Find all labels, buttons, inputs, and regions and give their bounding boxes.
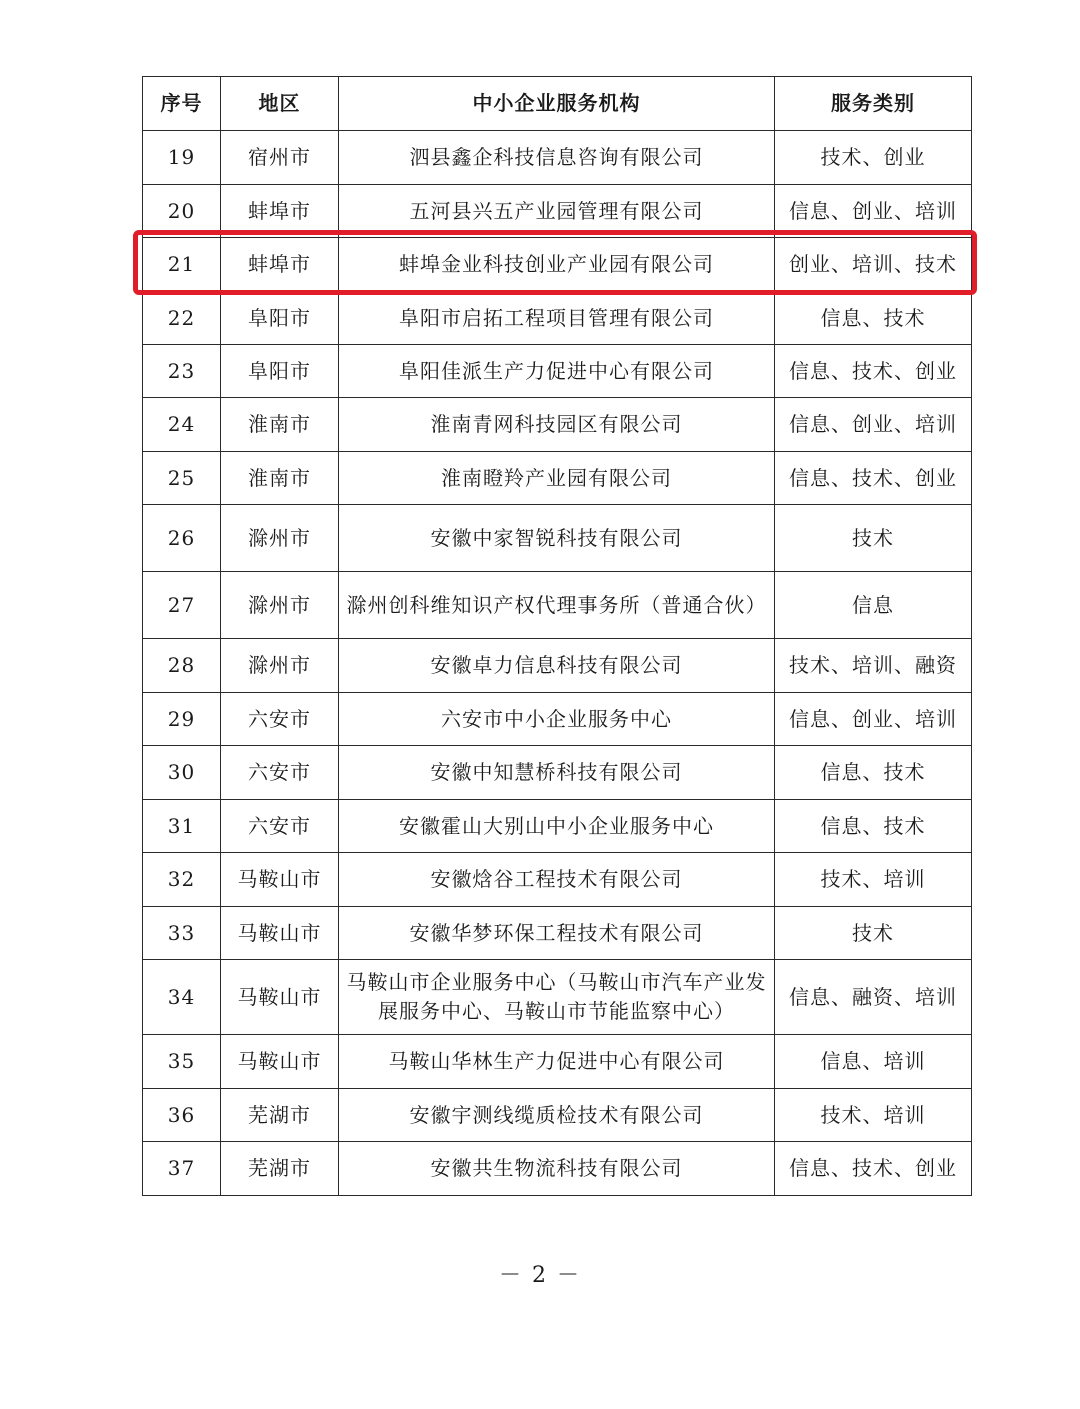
- cell-serial-number: 37: [143, 1142, 221, 1196]
- table-body: [143, 131, 972, 1196]
- cell-institution: 安徽共生物流科技有限公司: [339, 1142, 775, 1196]
- header-serial-number: 序号: [143, 77, 221, 131]
- table-row: [143, 746, 972, 800]
- cell-region: 蚌埠市: [221, 238, 339, 292]
- cell-service-type: 信息、创业、培训: [775, 185, 972, 238]
- cell-region: 淮南市: [221, 452, 339, 505]
- cell-serial-number: 32: [143, 853, 221, 907]
- cell-institution: 滁州创科维知识产权代理事务所（普通合伙）: [339, 572, 775, 639]
- table-row: [143, 1142, 972, 1196]
- header-service-type: 服务类别: [775, 77, 972, 131]
- cell-institution: 安徽中家智锐科技有限公司: [339, 505, 775, 572]
- cell-service-type: 信息、技术、创业: [775, 1142, 972, 1196]
- table-row: [143, 238, 972, 292]
- cell-institution: 淮南瞪羚产业园有限公司: [339, 452, 775, 505]
- table-header-row: [143, 77, 972, 131]
- cell-institution: 阜阳市启拓工程项目管理有限公司: [339, 292, 775, 345]
- cell-service-type: 技术、培训: [775, 853, 972, 907]
- cell-region: 滁州市: [221, 639, 339, 693]
- cell-service-type: 技术、创业: [775, 131, 972, 185]
- cell-serial-number: 21: [143, 238, 221, 292]
- table-row: [143, 1089, 972, 1142]
- table-row: [143, 398, 972, 452]
- cell-institution: 安徽卓力信息科技有限公司: [339, 639, 775, 693]
- cell-institution: 蚌埠金业科技创业产业园有限公司: [339, 238, 775, 292]
- table-row: [143, 1035, 972, 1089]
- table-row: [143, 800, 972, 853]
- cell-serial-number: 35: [143, 1035, 221, 1089]
- cell-serial-number: 25: [143, 452, 221, 505]
- cell-serial-number: 23: [143, 345, 221, 398]
- cell-serial-number: 33: [143, 907, 221, 960]
- cell-region: 马鞍山市: [221, 853, 339, 907]
- cell-region: 马鞍山市: [221, 960, 339, 1035]
- table-row: [143, 185, 972, 238]
- cell-region: 蚌埠市: [221, 185, 339, 238]
- cell-service-type: 信息、创业、培训: [775, 693, 972, 746]
- cell-serial-number: 19: [143, 131, 221, 185]
- cell-serial-number: 27: [143, 572, 221, 639]
- cell-serial-number: 29: [143, 693, 221, 746]
- cell-service-type: 信息、技术: [775, 292, 972, 345]
- cell-region: 滁州市: [221, 505, 339, 572]
- cell-service-type: 信息、技术、创业: [775, 452, 972, 505]
- cell-serial-number: 28: [143, 639, 221, 693]
- cell-institution: 阜阳佳派生产力促进中心有限公司: [339, 345, 775, 398]
- cell-service-type: 信息、技术: [775, 800, 972, 853]
- cell-institution: 安徽宇测线缆质检技术有限公司: [339, 1089, 775, 1142]
- cell-region: 阜阳市: [221, 345, 339, 398]
- cell-region: 滁州市: [221, 572, 339, 639]
- cell-institution: 淮南青网科技园区有限公司: [339, 398, 775, 452]
- table-row: [143, 853, 972, 907]
- cell-institution: 马鞍山市企业服务中心（马鞍山市汽车产业发展服务中心、马鞍山市节能监察中心）: [339, 960, 775, 1035]
- cell-serial-number: 20: [143, 185, 221, 238]
- table-row: [143, 345, 972, 398]
- cell-region: 马鞍山市: [221, 1035, 339, 1089]
- cell-institution: 五河县兴五产业园管理有限公司: [339, 185, 775, 238]
- cell-service-type: 信息: [775, 572, 972, 639]
- cell-service-type: 技术、培训、融资: [775, 639, 972, 693]
- cell-institution: 安徽华梦环保工程技术有限公司: [339, 907, 775, 960]
- cell-region: 马鞍山市: [221, 907, 339, 960]
- cell-region: 六安市: [221, 693, 339, 746]
- cell-region: 六安市: [221, 746, 339, 800]
- cell-service-type: 技术: [775, 505, 972, 572]
- cell-serial-number: 30: [143, 746, 221, 800]
- cell-region: 淮南市: [221, 398, 339, 452]
- table-row: [143, 907, 972, 960]
- cell-institution: 安徽中知慧桥科技有限公司: [339, 746, 775, 800]
- table-row: [143, 131, 972, 185]
- cell-serial-number: 31: [143, 800, 221, 853]
- header-institution: 中小企业服务机构: [339, 77, 775, 131]
- table-row: [143, 639, 972, 693]
- cell-region: 六安市: [221, 800, 339, 853]
- cell-service-type: 技术: [775, 907, 972, 960]
- table-row: [143, 572, 972, 639]
- cell-serial-number: 26: [143, 505, 221, 572]
- page-number: － 2 －: [499, 1263, 581, 1288]
- cell-institution: 安徽霍山大别山中小企业服务中心: [339, 800, 775, 853]
- cell-serial-number: 22: [143, 292, 221, 345]
- cell-institution: 安徽焓谷工程技术有限公司: [339, 853, 775, 907]
- cell-service-type: 信息、技术: [775, 746, 972, 800]
- cell-service-type: 信息、融资、培训: [775, 960, 972, 1035]
- table-row: [143, 452, 972, 505]
- cell-region: 芜湖市: [221, 1089, 339, 1142]
- table-row: [143, 505, 972, 572]
- cell-service-type: 信息、培训: [775, 1035, 972, 1089]
- header-region: 地区: [221, 77, 339, 131]
- cell-region: 阜阳市: [221, 292, 339, 345]
- cell-serial-number: 34: [143, 960, 221, 1035]
- cell-institution: 泗县鑫企科技信息咨询有限公司: [339, 131, 775, 185]
- cell-service-type: 技术、培训: [775, 1089, 972, 1142]
- table-row: [143, 693, 972, 746]
- cell-serial-number: 36: [143, 1089, 221, 1142]
- cell-institution: 马鞍山华林生产力促进中心有限公司: [339, 1035, 775, 1089]
- table-row: [143, 960, 972, 1035]
- service-institution-table: [142, 76, 972, 1196]
- cell-institution: 六安市中小企业服务中心: [339, 693, 775, 746]
- cell-service-type: 信息、技术、创业: [775, 345, 972, 398]
- table-row: [143, 292, 972, 345]
- cell-service-type: 创业、培训、技术: [775, 238, 972, 292]
- cell-service-type: 信息、创业、培训: [775, 398, 972, 452]
- cell-region: 宿州市: [221, 131, 339, 185]
- cell-serial-number: 24: [143, 398, 221, 452]
- cell-region: 芜湖市: [221, 1142, 339, 1196]
